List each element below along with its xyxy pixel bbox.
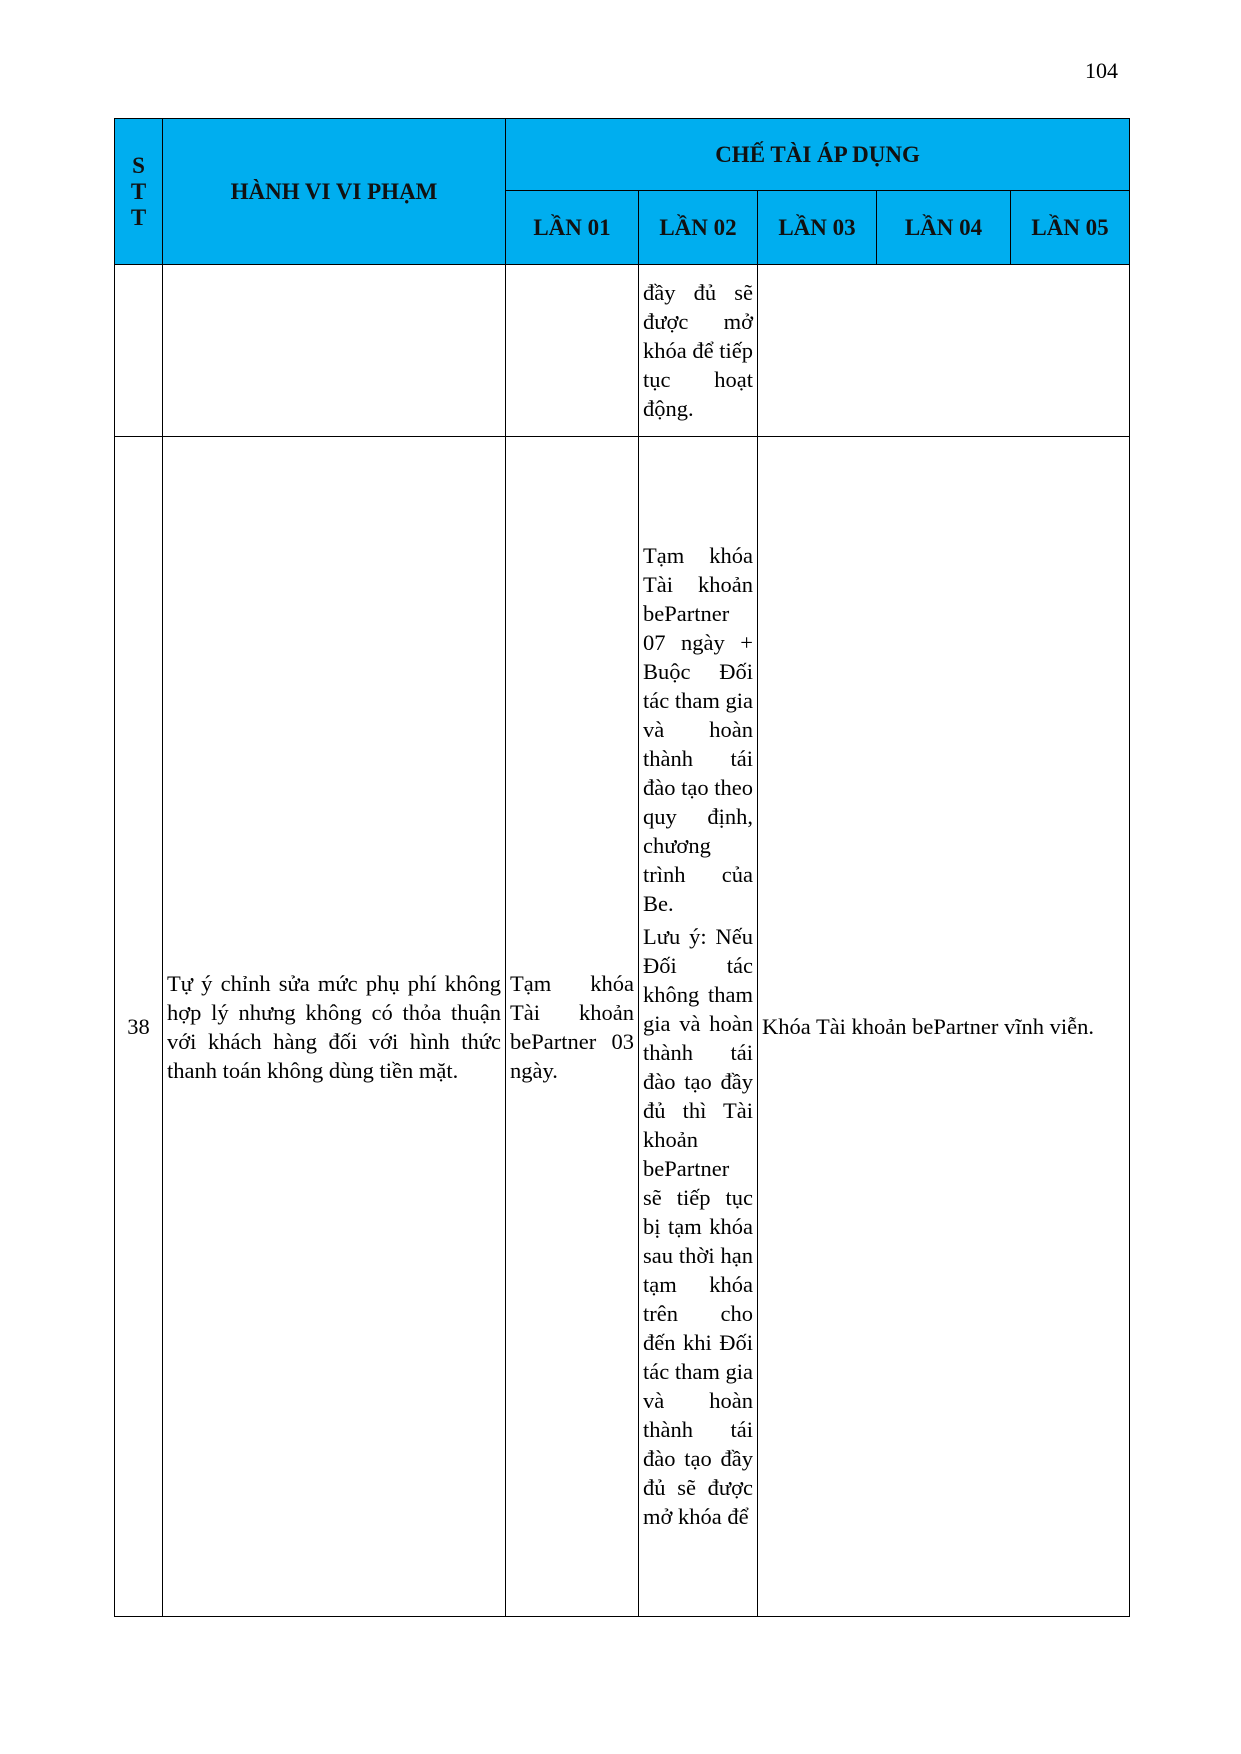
cell-lan01-empty: [506, 265, 639, 437]
header-sanctions: CHẾ TÀI ÁP DỤNG: [506, 119, 1130, 191]
cell-lan03-05-empty: [758, 265, 1130, 437]
header-lan-04: LẦN 04: [877, 191, 1011, 265]
header-stt-label: S T T: [130, 152, 147, 230]
lan01-text: Tạm khóa Tài khoản bePartner 03 ngày.: [510, 970, 634, 1083]
lan02-text: Tạm khóa Tài khoản bePartner 07 ngày + Buộc Đối tác tham gia và hoàn thành tái đào tạo theo quy định, chương trình của Be.: [643, 542, 753, 916]
header-lan-03: LẦN 03: [758, 191, 877, 265]
cell-stt: 38: [115, 437, 163, 1617]
header-lan-02: LẦN 02: [639, 191, 758, 265]
header-lan-01: LẦN 01: [506, 191, 639, 265]
page-number: 104: [1085, 58, 1118, 83]
cell-violation: [163, 437, 506, 1617]
violation-text: Tự ý chỉnh sửa mức phụ phí không hợp lý nhưng không có thỏa thuận với khách hàng đối với hình thức thanh toán không dùng tiền mặt.: [167, 970, 501, 1083]
table-row: [115, 265, 1130, 437]
header-lan-05: LẦN 05: [1011, 191, 1130, 265]
cell-lan02: [639, 437, 758, 1617]
cell-lan03-05: [758, 437, 1130, 1617]
table-row: [115, 437, 1130, 1617]
header-stt: [115, 119, 163, 265]
sanctions-table: [114, 118, 1130, 1617]
cell-lan02-continued: [639, 265, 758, 437]
cell-stt-empty: [115, 265, 163, 437]
lan02-note: Lưu ý: Nếu Đối tác không tham gia và hoàn thành tái đào tạo đầy đủ thì Tài khoản bePartner sẽ tiếp tục bị tạm khóa sau thời hạn tạm khóa trên cho đến khi Đối tác tham gia và hoàn thành tái đào tạo đầy đủ sẽ được mở khóa để: [643, 923, 753, 1529]
header-violation: HÀNH VI VI PHẠM: [163, 119, 506, 265]
lan03-05-text: Khóa Tài khoản bePartner vĩnh viễn.: [762, 1014, 1094, 1039]
cell-lan01: [506, 437, 639, 1617]
lan02-continued-text: đầy đủ sẽ được mở khóa để tiếp tục hoạt động.: [643, 280, 753, 421]
cell-violation-empty: [163, 265, 506, 437]
